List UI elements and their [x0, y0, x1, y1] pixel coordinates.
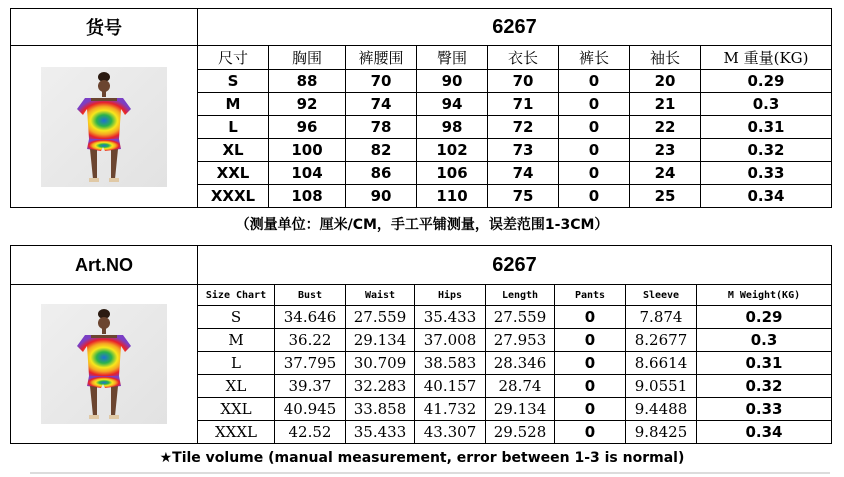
product-photo-cell — [11, 285, 198, 444]
col-head: Hips — [415, 285, 486, 306]
value-cell: 0 — [559, 185, 630, 208]
value-cell: 37.795 — [275, 352, 346, 375]
product-photo — [41, 67, 167, 187]
value-cell: 0 — [555, 398, 626, 421]
article-number: 6267 — [198, 246, 832, 285]
col-head: 胸围 — [269, 46, 346, 70]
value-cell: 41.732 — [415, 398, 486, 421]
value-cell: 30.709 — [346, 352, 415, 375]
value-cell: 100 — [269, 139, 346, 162]
value-cell: 8.2677 — [626, 329, 697, 352]
value-cell: 110 — [417, 185, 488, 208]
measurement-note-cn: （测量单位：厘米/CM，手工平铺测量，误差范围1-3CM） — [235, 217, 609, 233]
value-cell: 0.32 — [701, 139, 832, 162]
col-head: Pants — [555, 285, 626, 306]
article-number: 6267 — [198, 9, 832, 46]
value-cell: 42.52 — [275, 421, 346, 444]
col-head: 裤腰围 — [346, 46, 417, 70]
value-cell: 82 — [346, 139, 417, 162]
value-cell: 0.29 — [697, 306, 832, 329]
value-cell: 25 — [630, 185, 701, 208]
size-table-cn — [10, 8, 832, 208]
value-cell: 28.346 — [486, 352, 555, 375]
value-cell: 71 — [488, 93, 559, 116]
value-cell: 23 — [630, 139, 701, 162]
value-cell: 0 — [559, 70, 630, 93]
value-cell: 40.945 — [275, 398, 346, 421]
value-cell: 7.874 — [626, 306, 697, 329]
value-cell: 75 — [488, 185, 559, 208]
value-cell: 90 — [417, 70, 488, 93]
value-cell: 22 — [630, 116, 701, 139]
article-label: Art.NO — [11, 246, 198, 285]
value-cell: 43.307 — [415, 421, 486, 444]
value-cell: 37.008 — [415, 329, 486, 352]
value-cell: 9.4488 — [626, 398, 697, 421]
value-cell: 0 — [555, 421, 626, 444]
value-cell: 73 — [488, 139, 559, 162]
size-cell: S — [198, 70, 269, 93]
value-cell: 0 — [559, 162, 630, 185]
value-cell: 0.33 — [701, 162, 832, 185]
size-cell: XXXL — [198, 421, 275, 444]
value-cell: 32.283 — [346, 375, 415, 398]
value-cell: 0 — [559, 116, 630, 139]
value-cell: 78 — [346, 116, 417, 139]
value-cell: 0.31 — [701, 116, 832, 139]
size-cell: XXL — [198, 162, 269, 185]
size-cell: L — [198, 116, 269, 139]
value-cell: 0.33 — [697, 398, 832, 421]
product-photo — [41, 304, 167, 424]
value-cell: 86 — [346, 162, 417, 185]
col-head: 裤长 — [559, 46, 630, 70]
size-cell: XL — [198, 375, 275, 398]
romper-illustration — [41, 67, 167, 187]
value-cell: 0.31 — [697, 352, 832, 375]
value-cell: 0 — [559, 139, 630, 162]
value-cell: 34.646 — [275, 306, 346, 329]
value-cell: 0 — [559, 93, 630, 116]
value-cell: 0.34 — [697, 421, 832, 444]
value-cell: 0.3 — [697, 329, 832, 352]
value-cell: 27.559 — [346, 306, 415, 329]
value-cell: 92 — [269, 93, 346, 116]
value-cell: 0 — [555, 375, 626, 398]
value-cell: 21 — [630, 93, 701, 116]
value-cell: 0.32 — [697, 375, 832, 398]
size-cell: L — [198, 352, 275, 375]
col-head: Sleeve — [626, 285, 697, 306]
col-head: Size Chart — [198, 285, 275, 306]
value-cell: 24 — [630, 162, 701, 185]
size-cell: XL — [198, 139, 269, 162]
value-cell: 0 — [555, 352, 626, 375]
value-cell: 9.0551 — [626, 375, 697, 398]
col-head: M Weight(KG) — [697, 285, 832, 306]
value-cell: 108 — [269, 185, 346, 208]
value-cell: 29.134 — [486, 398, 555, 421]
value-cell: 36.22 — [275, 329, 346, 352]
size-table-en — [10, 245, 832, 444]
size-cell: S — [198, 306, 275, 329]
value-cell: 96 — [269, 116, 346, 139]
article-label: 货号 — [11, 9, 198, 46]
value-cell: 70 — [488, 70, 559, 93]
value-cell: 70 — [346, 70, 417, 93]
value-cell: 0 — [555, 306, 626, 329]
value-cell: 9.8425 — [626, 421, 697, 444]
value-cell: 74 — [488, 162, 559, 185]
value-cell: 20 — [630, 70, 701, 93]
col-head: Length — [486, 285, 555, 306]
col-head: 袖长 — [630, 46, 701, 70]
col-head: M 重量(KG) — [701, 46, 832, 70]
col-head: Bust — [275, 285, 346, 306]
value-cell: 88 — [269, 70, 346, 93]
value-cell: 74 — [346, 93, 417, 116]
value-cell: 98 — [417, 116, 488, 139]
value-cell: 35.433 — [415, 306, 486, 329]
value-cell: 104 — [269, 162, 346, 185]
product-photo-cell — [11, 46, 198, 208]
col-head: 衣长 — [488, 46, 559, 70]
value-cell: 0 — [555, 329, 626, 352]
value-cell: 38.583 — [415, 352, 486, 375]
value-cell: 33.858 — [346, 398, 415, 421]
col-head: 尺寸 — [198, 46, 269, 70]
value-cell: 94 — [417, 93, 488, 116]
value-cell: 8.6614 — [626, 352, 697, 375]
size-cell: M — [198, 329, 275, 352]
value-cell: 72 — [488, 116, 559, 139]
value-cell: 28.74 — [486, 375, 555, 398]
value-cell: 0.34 — [701, 185, 832, 208]
size-cell: M — [198, 93, 269, 116]
value-cell: 29.134 — [346, 329, 415, 352]
col-head: Waist — [346, 285, 415, 306]
value-cell: 39.37 — [275, 375, 346, 398]
col-head: 臀围 — [417, 46, 488, 70]
romper-illustration — [41, 304, 167, 424]
value-cell: 27.953 — [486, 329, 555, 352]
value-cell: 106 — [417, 162, 488, 185]
size-cell: XXL — [198, 398, 275, 421]
size-cell: XXXL — [198, 185, 269, 208]
divider — [30, 472, 830, 474]
value-cell: 0.3 — [701, 93, 832, 116]
value-cell: 35.433 — [346, 421, 415, 444]
value-cell: 0.29 — [701, 70, 832, 93]
value-cell: 102 — [417, 139, 488, 162]
value-cell: 29.528 — [486, 421, 555, 444]
value-cell: 27.559 — [486, 306, 555, 329]
measurement-note-en: ★Tile volume (manual measurement, error between 1-3 is normal) — [159, 450, 685, 466]
value-cell: 90 — [346, 185, 417, 208]
value-cell: 40.157 — [415, 375, 486, 398]
